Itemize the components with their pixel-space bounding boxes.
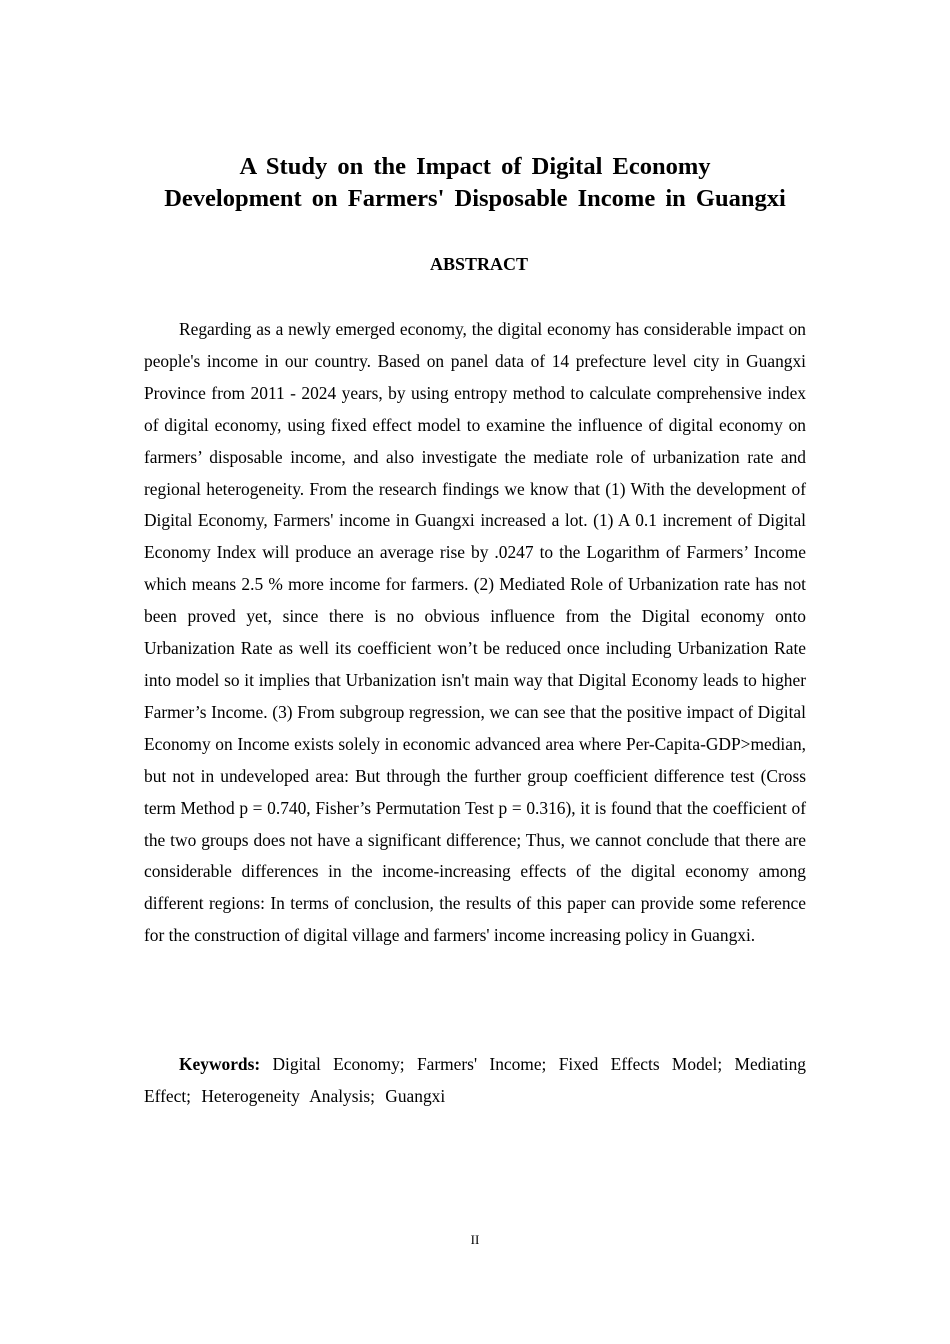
abstract-heading: ABSTRACT (429, 254, 529, 274)
keywords-label: Keywords: (179, 1054, 261, 1074)
page-number: II (470, 1232, 480, 1247)
paper-title-line-2: Development on Farmers' Disposable Income in Guangxi (164, 185, 786, 212)
keywords-text: Digital Economy; Farmers' Income; Fixed Effects Model; Mediating Effect; Heterogeneity Analysis; Guangxi (144, 1054, 806, 1106)
abstract-body: Regarding as a newly emerged economy, the digital economy has considerable impact on people's income in our country. Based on panel data of 14 prefecture level city in Guangxi Province from 2011 - 2024 years, by using entropy method to calculate comprehensive index of digital economy, using fixed effect model to examine the influence of digital economy on farmers’ disposable income, and also investigate the mediate role of urbanization rate and regional heterogeneity. From the research findings we know that (1) With the development of Digital Economy, Farmers' income in Guangxi increased a lot. (1) A 0.1 increment of Digital Economy Index will produce an average rise by .0247 to the Logarithm of Farmers’ Income which means 2.5 % more income for farmers. (2) Mediated Role of Urbanization rate has not been proved yet, since there is no obvious influence from the Digital economy onto Urbanization Rate as well its coefficient won’t be reduced once including Urbanization Rate into model so it implies that Urbanization isn't main way that Digital Economy leads to higher Farmer’s Income. (3) From subgroup regression, we can see that the positive impact of Digital Economy on Income exists solely in economic advanced area where Per-Capita-GDP>median, but not in undeveloped area: But through the further group coefficient difference test (Cross term Method p = 0.740, Fisher’s Permutation Test p = 0.316), it is found that the coefficient of the two groups does not have a significant difference; Thus, we cannot conclude that there are considerable differences in the income-increasing effects of the digital economy among different regions: In terms of conclusion, the results of this paper can provide some reference for the construction of digital village and farmers' income increasing policy in Guangxi. (144, 319, 806, 946)
paper-title (144, 151, 806, 215)
keywords-paragraph (144, 1048, 806, 1112)
paper-title-line-1: A Study on the Impact of Digital Economy (239, 153, 711, 180)
